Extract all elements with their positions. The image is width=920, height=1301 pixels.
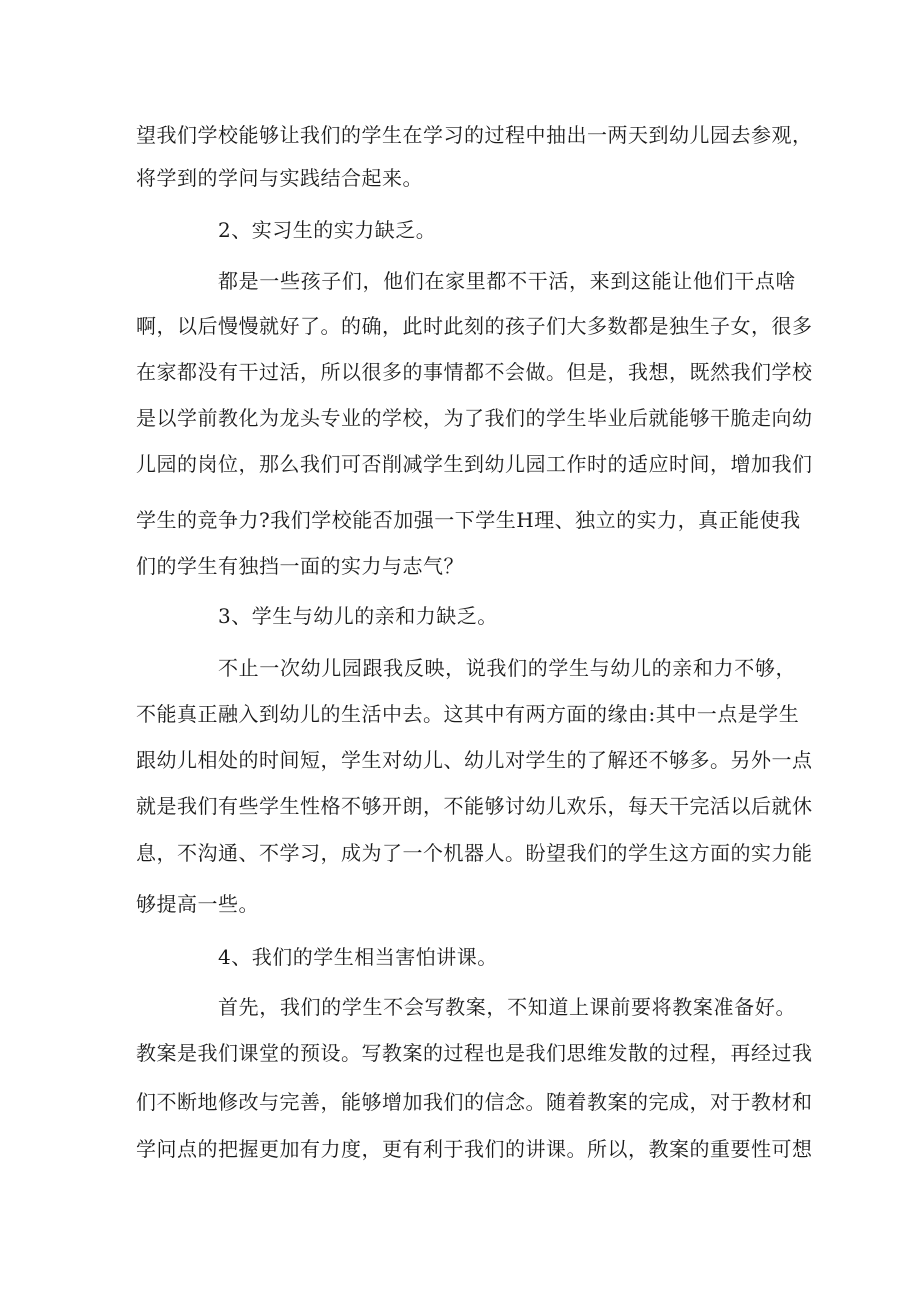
text-line-1: 望我们学校能够让我们的学生在学习的过程中抽出一两天到幼儿园去参观， [136,123,813,147]
text-line-19: 首先，我们的学生不会写教案，不知道上课前要将教案准备好。 [218,995,796,1019]
text-line-6: 在家都没有干过活，所以很多的事情都不会做。但是，我想，既然我们学校 [136,360,813,384]
text-line-10: 们的学生有独挡一面的实力与志气？ [136,554,464,578]
text-line-14: 跟幼儿相处的时间短，学生对幼儿、幼儿对学生的了解还不够多。另外一点 [136,748,813,772]
text-line-8: 儿园的岗位，那么我们可否削减学生到幼儿园工作时的适应时间，增加我们 [136,452,813,476]
text-line-17: 够提高一些。 [136,892,259,916]
section-heading-2: 2、实习生的实力缺乏。 [218,218,437,242]
text-line-22: 学问点的把握更加有力度，更有利于我们的讲课。所以，教案的重要性可想 [136,1137,813,1161]
text-line-2: 将学到的学问与实践结合起来。 [136,166,423,190]
text-line-15: 就是我们有些学生性格不够开朗，不能够讨幼儿欢乐，每天干完活以后就休 [136,794,813,818]
text-line-9: 学生的竞争力?我们学校能否加强一下学生H理、独立的实力，真正能使我 [136,508,801,532]
section-heading-4: 4、我们的学生相当害怕讲课。 [218,945,498,969]
text-line-16: 息，不沟通、不学习，成为了一个机器人。盼望我们的学生这方面的实力能 [136,841,813,865]
text-line-12: 不止一次幼儿园跟我反映，说我们的学生与幼儿的亲和力不够， [218,656,796,680]
text-line-4: 都是一些孩子们，他们在家里都不干活，来到这能让他们干点啥 [218,269,796,293]
text-line-20: 教案是我们课堂的预设。写教案的过程也是我们思维发散的过程，再经过我 [136,1041,813,1065]
text-line-21: 们不断地修改与完善，能够增加我们的信念。随着教案的完成，对于教材和 [136,1090,813,1114]
text-line-7: 是以学前教化为龙头专业的学校，为了我们的学生毕业后就能够干脆走向幼 [136,406,813,430]
text-line-13: 不能真正融入到幼儿的生活中去。这其中有两方面的缘由:其中一点是学生 [136,702,800,726]
text-line-5: 啊，以后慢慢就好了。的确，此时此刻的孩子们大多数都是独生子女，很多 [136,314,813,338]
section-heading-3: 3、学生与幼儿的亲和力缺乏。 [218,604,498,628]
